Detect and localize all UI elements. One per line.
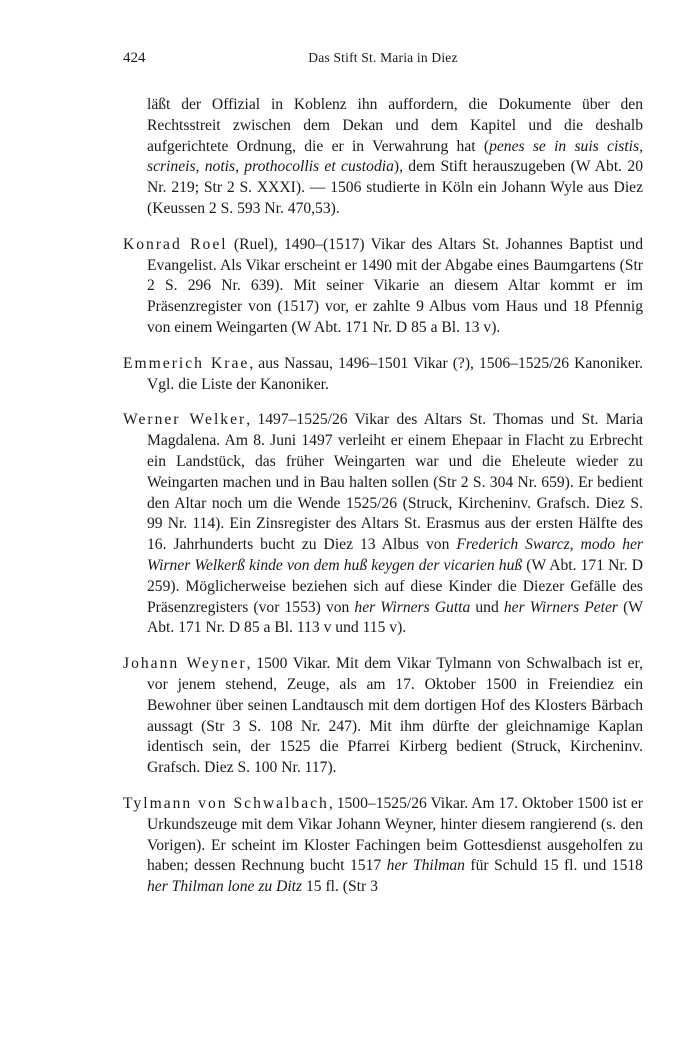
entry-continuation [123,95,643,220]
entry-text: 15 fl. (Str 3 [302,878,378,896]
register-entry [123,354,643,396]
entry-text: für Schuld 15 fl. und 1518 [464,857,643,875]
entry-text: , aus Nassau, 1496–1501 Vikar (?), 1506–1525/26 Kanoniker. Vgl. die Liste der Kanoniker. [147,354,643,393]
entry-text: (W Abt. 171 Nr. D 259). Möglicherweise beziehen sich auf diese Kinder die Diezer Gefälle des Präsenzregisters (vor 1553) von [147,556,643,616]
register-entry [123,235,643,339]
entry-name: Tylmann von Schwalbach [123,794,329,812]
latin-quote: her Thilman lone zu Ditz [147,878,303,896]
latin-quote: her Wirners Gutta [354,598,471,616]
register-entry [123,410,643,639]
latin-quote: Frederich Swarcz, modo her Wirner Welkerß kinde von dem huß keygen der vicarien huß [147,536,644,574]
latin-quote: her Thilman [386,857,465,875]
entry-text: (Ruel), 1490–(1517) Vikar des Altars St. Johannes Baptist und Evangelist. Als Vikar erscheint er 1490 mit der Abgabe eines Baumgartens (Str 2 S. 296 Nr. 639). Mit seiner Vikarie an diesem Altar kommt er im Präsenzregister von (1517) vor, er zahlte 9 Albus vom Haus und 18 Pfennig von einem Weingarten (W Abt. 171 Nr. D 85 a Bl. 13 v). [147,235,643,336]
book-page [123,50,643,913]
entry-text: , 1497–1525/26 Vikar des Altars St. Thomas und St. Maria Magdalena. Am 8. Juni 1497 verleiht er einem Ehepaar in Flacht zu Erbrecht ein Landstück, das früher Weingarten war und die Eheleute wieder zu Weingarten machen und in Bau halten sollen (Str 2 S. 304 Nr. 659). Er bedient den Altar noch um die Wende 1525/26 (Struck, Kircheninv. Grafsch. Diez S. 99 Nr. 114). Ein Zinsregister des Altars St. Erasmus aus der ersten Hälfte des 16. Jahrhunderts bucht zu Diez 13 Albus von [147,411,644,554]
running-title: Das Stift St. Maria in Diez [308,50,458,65]
entry-name: Johann Weyner [123,655,247,673]
entry-text: , 1500 Vikar. Mit dem Vikar Tylmann von Schwalbach ist er, vor jenem stehend, Zeuge, als am 17. Oktober 1500 in Freiendiez ein Bewohner über seinen Landtausch mit dem dortigen Hof des Klosters Bärbach aussagt (Str 3 S. 108 Nr. 247). Mit ihm dürfte der gleichnamige Kaplan identisch sein, der 1525 die Pfarrei Kirberg bedient (Struck, Kircheninv. Grafsch. Diez S. 100 Nr. 117). [147,655,643,777]
register-entry [123,794,643,898]
entry-text: (W Abt. 171 Nr. D 85 a Bl. 113 v und 115 v). [147,598,643,637]
entry-name: Werner Welker [123,411,247,429]
latin-quote: her Wirners Peter [503,598,618,616]
entry-text: ), dem Stift herauszugeben (W Abt. 20 Nr. 219; Str 2 S. XXXI). — 1506 studierte in Köln ein Johann Wyle aus Diez (Keussen 2 S. 593 Nr. 470,53). [147,158,643,217]
entries-list [123,95,643,898]
entry-text: läßt der Offizial in Koblenz ihn auffordern, die Dokumente über den Rechtsstreit zwischen dem Dekan und dem Kapitel und die deshalb aufgerichtete Ordnung, die er in Verwahrung hat ( [147,96,643,155]
entry-text: , 1500–1525/26 Vikar. Am 17. Oktober 1500 ist er Urkundszeuge mit dem Vikar Johann Weyner, hinter diesem rangierend (s. den Vorigen). Er scheint im Kloster Fachingen beim Gottesdienst ausgeholfen zu haben; dessen Rechnung bucht 1517 [147,794,643,875]
entry-name: Emmerich Krae [123,354,250,372]
register-entry [123,654,643,779]
entry-text: und [470,598,504,616]
page-number: 424 [123,50,146,66]
entry-name: Konrad Roel [123,235,228,253]
page-header [123,50,643,72]
latin-quote: penes se in suis cistis, scrineis, notis, prothocollis et custodia [147,137,643,176]
